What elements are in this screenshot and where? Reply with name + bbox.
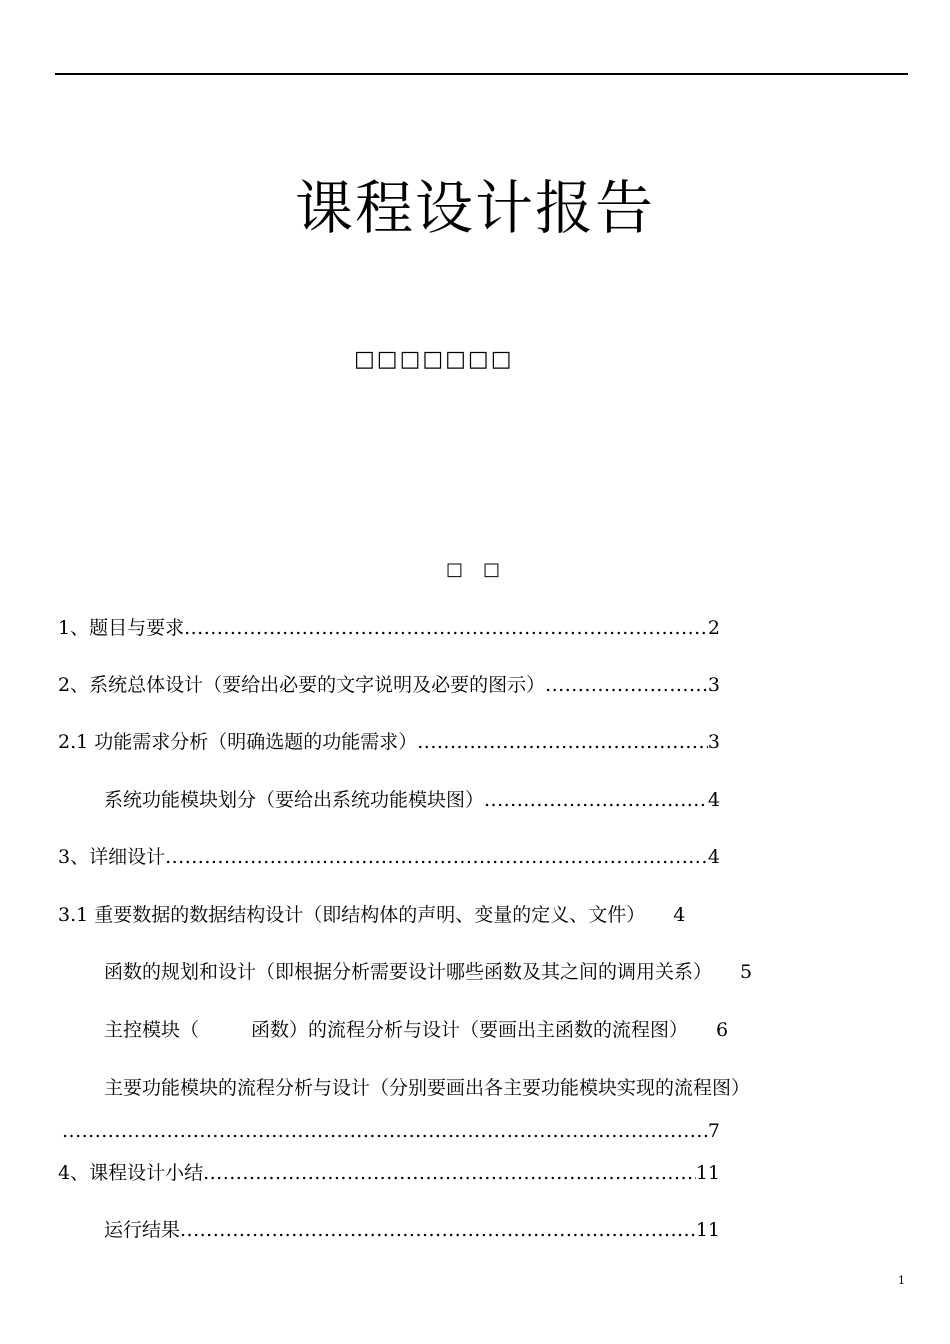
toc-entry-text: 运行结果 <box>104 1219 181 1241</box>
toc-entry-3-3[interactable] <box>104 1016 728 1044</box>
toc-entry-page: 4 <box>707 789 720 811</box>
toc-entry-text-b: 函数）的流程分析与设计（要画出主函数的流程图） <box>251 1019 689 1041</box>
toc-leader-dots <box>62 1117 708 1145</box>
toc-entry-page: 3 <box>707 731 720 753</box>
toc-entry-2[interactable] <box>58 671 720 699</box>
toc-entry-text: 4、课程设计小结 <box>58 1162 204 1184</box>
toc-entry-3-1[interactable] <box>58 901 685 929</box>
report-subtitle: □□□□□□□ <box>354 347 514 372</box>
toc-entry-text: 3、详细设计 <box>58 846 166 868</box>
toc-entry-text: 2、系统总体设计（要给出必要的文字说明及必要的图示） <box>58 674 546 696</box>
toc-entry-3-4-leader[interactable] <box>62 1117 720 1145</box>
toc-entry-text: 3.1 重要数据的数据结构设计（即结构体的声明、变量的定义、文件） <box>58 904 646 926</box>
toc-entry-3[interactable] <box>58 843 720 871</box>
toc-entry-text: 系统功能模块划分（要给出系统功能模块图） <box>104 789 485 811</box>
toc-entry-page: 6 <box>716 1019 729 1041</box>
toc-heading: □□ <box>446 559 521 580</box>
toc-entry-page: 7 <box>707 1120 720 1142</box>
toc-entry-text-a: 主控模块（ <box>104 1019 200 1041</box>
toc-entry-1[interactable] <box>58 614 720 642</box>
toc-entry-page: 5 <box>740 961 753 983</box>
toc-entry-page: 3 <box>707 674 720 696</box>
toc-leader-dots <box>484 786 708 814</box>
toc-leader-dots <box>180 1216 696 1244</box>
toc-entry-3-2[interactable] <box>104 958 752 986</box>
toc-entry-2-2[interactable] <box>104 786 720 814</box>
toc-leader-dots <box>203 1159 696 1187</box>
page-number: 1 <box>898 1274 905 1287</box>
toc-entry-text: 主要功能模块的流程分析与设计（分别要画出各主要功能模块实现的流程图） <box>104 1077 751 1099</box>
toc-entry-page: 2 <box>707 617 720 639</box>
toc-leader-dots <box>417 728 708 756</box>
toc-entry-4-1[interactable] <box>104 1216 720 1244</box>
toc-entry-text: 函数的规划和设计（即根据分析需要设计哪些函数及其之间的调用关系） <box>104 961 713 983</box>
toc-entry-page: 4 <box>673 904 686 926</box>
toc-leader-dots <box>545 671 708 699</box>
toc-entry-text: 1、题目与要求 <box>58 617 185 639</box>
toc-entry-3-4-text[interactable] <box>104 1074 750 1102</box>
report-title: 课程设计报告 <box>294 174 655 242</box>
toc-entry-page: 4 <box>707 846 720 868</box>
toc-entry-4[interactable] <box>58 1159 720 1187</box>
toc-leader-dots <box>165 843 708 871</box>
toc-entry-text: 2.1 功能需求分析（明确选题的功能需求） <box>58 731 418 753</box>
toc-entry-page: 11 <box>695 1219 720 1241</box>
header-rule <box>55 73 908 75</box>
toc-entry-page: 11 <box>695 1162 720 1184</box>
toc-entry-2-1[interactable] <box>58 728 720 756</box>
toc-leader-dots <box>184 614 708 642</box>
